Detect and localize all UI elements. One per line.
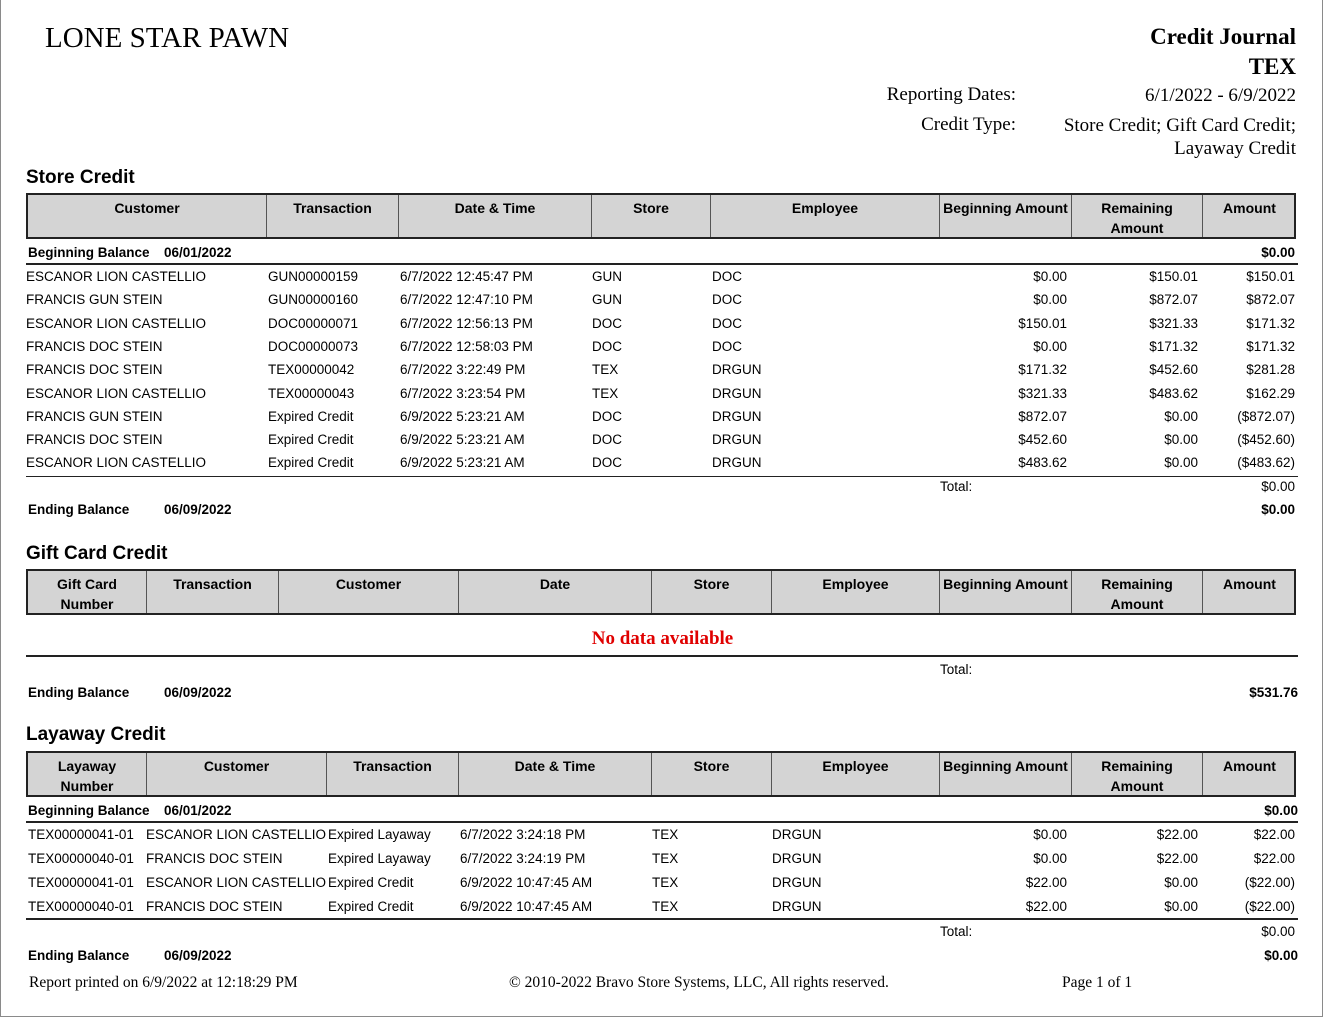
- cell-beginning-amount: $0.00: [1033, 827, 1067, 842]
- cell-transaction: TEX00000042: [268, 362, 355, 378]
- col-remaining-amount: [1071, 571, 1202, 613]
- cell-beginning-amount: $171.32: [1018, 362, 1067, 378]
- cell-amount: $171.32: [1246, 338, 1295, 354]
- beginning-balance-date: 06/01/2022: [164, 803, 232, 818]
- cell-layaway-number: TEX00000040-01: [28, 899, 134, 914]
- col-beginning-amount: Beginning Amount: [939, 195, 1071, 237]
- reporting-dates-value: 6/1/2022 - 6/9/2022: [1145, 85, 1296, 106]
- cell-transaction: Expired Credit: [268, 408, 354, 424]
- beginning-balance-label: Beginning Balance: [28, 803, 150, 818]
- store-credit-beginning-balance: [1, 241, 1323, 264]
- cell-store: TEX: [652, 827, 679, 842]
- col-gift-card-number: [28, 571, 146, 613]
- cell-employee: DOC: [712, 269, 742, 284]
- cell-datetime: 6/9/2022 10:47:45 AM: [460, 899, 593, 914]
- col-remaining-amount: [1071, 753, 1202, 795]
- table-row: [1, 823, 1323, 846]
- table-row: [1, 358, 1323, 381]
- layaway-ending-balance: [1, 944, 1323, 967]
- cell-employee: DRGUN: [712, 408, 762, 424]
- cell-beginning-amount: $22.00: [1025, 899, 1067, 914]
- cell-employee: DRGUN: [772, 899, 822, 914]
- cell-customer: ESCANOR LION CASTELLIO: [146, 875, 327, 890]
- cell-employee: DRGUN: [712, 432, 762, 448]
- cell-transaction: GUN00000160: [268, 292, 359, 308]
- table-row: [1, 405, 1323, 428]
- table-row: [1, 871, 1323, 894]
- footer-printed: Report printed on 6/9/2022 at 12:18:29 PM: [29, 974, 298, 991]
- table-row: [1, 312, 1323, 335]
- cell-remaining-amount: $483.62: [1149, 385, 1198, 401]
- col-store: Store: [591, 195, 710, 237]
- cell-remaining-amount: $0.00: [1164, 875, 1198, 890]
- col-layaway-number: [28, 753, 146, 795]
- cell-amount: $150.01: [1246, 269, 1295, 284]
- cell-transaction: Expired Credit: [268, 432, 354, 448]
- cell-store: GUN: [592, 269, 622, 284]
- cell-customer: ESCANOR LION CASTELLIO: [26, 455, 207, 471]
- col-store: Store: [651, 571, 771, 613]
- cell-beginning-amount: $872.07: [1018, 408, 1067, 424]
- store-credit-title: Store Credit: [26, 167, 135, 188]
- cell-datetime: 6/9/2022 5:23:21 AM: [400, 408, 525, 424]
- credit-type-line2: Layaway Credit: [1174, 138, 1296, 159]
- col-amount: Amount: [1202, 753, 1296, 795]
- beginning-balance-amount: $0.00: [1261, 245, 1295, 260]
- col-customer: Customer: [278, 571, 458, 613]
- col-transaction: Transaction: [266, 195, 398, 237]
- divider: [26, 655, 1298, 657]
- gift-card-table-header: [26, 569, 1296, 615]
- cell-remaining-amount: $452.60: [1149, 362, 1198, 378]
- cell-store: TEX: [652, 851, 679, 866]
- total-label: Total:: [940, 924, 973, 939]
- col-employee: Employee: [710, 195, 939, 237]
- cell-store: TEX: [652, 899, 679, 914]
- layaway-table-header: [26, 751, 1296, 797]
- table-row: [1, 895, 1323, 918]
- cell-amount: $281.28: [1246, 362, 1295, 378]
- cell-layaway-number: TEX00000040-01: [28, 851, 134, 866]
- cell-customer: FRANCIS GUN STEIN: [26, 408, 163, 424]
- col-remaining-line1: Remaining: [1101, 200, 1173, 216]
- ending-balance-amount: $0.00: [1264, 948, 1298, 963]
- cell-employee: DRGUN: [712, 385, 762, 401]
- ending-balance-date: 06/09/2022: [164, 502, 232, 517]
- table-row: [1, 288, 1323, 311]
- cell-amount: $872.07: [1246, 292, 1295, 308]
- col-gift-card-line1: Gift Card: [57, 576, 117, 592]
- cell-beginning-amount: $0.00: [1033, 338, 1067, 354]
- total-amount: $0.00: [1261, 924, 1295, 939]
- col-amount: Amount: [1202, 195, 1296, 237]
- col-remaining-line1: Remaining: [1101, 758, 1173, 774]
- cell-transaction: TEX00000043: [268, 385, 355, 401]
- cell-beginning-amount: $150.01: [1018, 315, 1067, 331]
- col-gift-card-line2: Number: [60, 596, 114, 612]
- company-name: LONE STAR PAWN: [45, 22, 290, 54]
- cell-amount: ($483.62): [1237, 455, 1295, 471]
- cell-store: DOC: [592, 455, 622, 471]
- cell-remaining-amount: $872.07: [1149, 292, 1198, 308]
- cell-remaining-amount: $321.33: [1149, 315, 1198, 331]
- col-remaining-amount: [1071, 195, 1202, 237]
- layaway-credit-title: Layaway Credit: [26, 724, 166, 745]
- cell-amount: ($22.00): [1244, 875, 1295, 890]
- cell-layaway-number: TEX00000041-01: [28, 827, 134, 842]
- cell-employee: DOC: [712, 338, 742, 354]
- col-employee: Employee: [771, 571, 939, 613]
- cell-remaining-amount: $22.00: [1156, 851, 1198, 866]
- cell-store: DOC: [592, 408, 622, 424]
- cell-employee: DRGUN: [772, 851, 822, 866]
- cell-customer: FRANCIS DOC STEIN: [146, 851, 283, 866]
- layaway-beginning-balance: [1, 799, 1323, 822]
- reporting-dates-label: Reporting Dates:: [886, 84, 1016, 105]
- table-row: [1, 335, 1323, 358]
- cell-employee: DRGUN: [712, 362, 762, 378]
- cell-datetime: 6/7/2022 12:56:13 PM: [400, 315, 533, 331]
- cell-amount: $162.29: [1246, 385, 1295, 401]
- cell-remaining-amount: $22.00: [1156, 827, 1198, 842]
- cell-transaction: Expired Credit: [328, 875, 414, 890]
- gift-card-ending-balance: [1, 681, 1323, 704]
- col-transaction: Transaction: [326, 753, 458, 795]
- cell-remaining-amount: $171.32: [1149, 338, 1198, 354]
- cell-remaining-amount: $0.00: [1164, 899, 1198, 914]
- cell-datetime: 6/7/2022 3:24:19 PM: [460, 851, 586, 866]
- cell-datetime: 6/7/2022 12:45:47 PM: [400, 269, 533, 284]
- cell-datetime: 6/9/2022 10:47:45 AM: [460, 875, 593, 890]
- col-remaining-line2: Amount: [1110, 220, 1164, 236]
- cell-beginning-amount: $483.62: [1018, 455, 1067, 471]
- store-credit-total-row: [1, 475, 1323, 498]
- col-layaway-line1: Layaway: [57, 758, 117, 774]
- ending-balance-label: Ending Balance: [28, 502, 130, 517]
- cell-customer: ESCANOR LION CASTELLIO: [146, 827, 327, 842]
- cell-beginning-amount: $321.33: [1018, 385, 1067, 401]
- cell-amount: $171.32: [1246, 315, 1295, 331]
- col-beginning-amount: Beginning Amount: [939, 753, 1071, 795]
- col-remaining-line2: Amount: [1110, 778, 1164, 794]
- gift-card-total-row: [1, 658, 1323, 681]
- ending-balance-amount: $531.76: [1249, 685, 1298, 700]
- cell-store: DOC: [592, 338, 622, 354]
- cell-beginning-amount: $22.00: [1025, 875, 1067, 890]
- ending-balance-label: Ending Balance: [28, 685, 130, 700]
- cell-store: GUN: [592, 292, 622, 308]
- cell-store: TEX: [592, 385, 619, 401]
- cell-remaining-amount: $150.01: [1149, 269, 1198, 284]
- cell-transaction: Expired Credit: [328, 899, 414, 914]
- beginning-balance-date: 06/01/2022: [164, 245, 232, 260]
- table-row: [1, 382, 1323, 405]
- cell-beginning-amount: $0.00: [1033, 851, 1067, 866]
- cell-employee: DRGUN: [712, 455, 762, 471]
- cell-customer: FRANCIS GUN STEIN: [26, 292, 163, 308]
- cell-amount: ($872.07): [1237, 408, 1295, 424]
- cell-store: DOC: [592, 432, 622, 448]
- col-layaway-line2: Number: [60, 778, 114, 794]
- col-date-time: Date & Time: [458, 753, 651, 795]
- cell-remaining-amount: $0.00: [1164, 455, 1198, 471]
- cell-datetime: 6/7/2022 3:24:18 PM: [460, 827, 586, 842]
- cell-datetime: 6/7/2022 12:58:03 PM: [400, 338, 533, 354]
- cell-datetime: 6/7/2022 3:23:54 PM: [400, 385, 526, 401]
- table-row: [1, 451, 1323, 474]
- cell-amount: ($22.00): [1244, 899, 1295, 914]
- total-amount: $0.00: [1261, 479, 1295, 494]
- cell-remaining-amount: $0.00: [1164, 432, 1198, 448]
- cell-customer: ESCANOR LION CASTELLIO: [26, 315, 207, 331]
- col-remaining-line2: Amount: [1110, 596, 1164, 612]
- col-amount: Amount: [1202, 571, 1296, 613]
- total-label: Total:: [940, 479, 973, 494]
- beginning-balance-label: Beginning Balance: [28, 245, 150, 260]
- col-date: Date: [458, 571, 651, 613]
- cell-customer: FRANCIS DOC STEIN: [26, 362, 163, 378]
- total-label: Total:: [940, 662, 973, 677]
- cell-employee: DRGUN: [772, 875, 822, 890]
- cell-customer: ESCANOR LION CASTELLIO: [26, 385, 207, 401]
- layaway-total-row: [1, 920, 1323, 943]
- footer-page-number: Page 1 of 1: [1062, 974, 1133, 991]
- cell-transaction: DOC00000073: [268, 338, 359, 354]
- cell-transaction: Expired Layaway: [328, 851, 431, 866]
- cell-amount: ($452.60): [1237, 432, 1295, 448]
- ending-balance-label: Ending Balance: [28, 948, 130, 963]
- cell-customer: ESCANOR LION CASTELLIO: [26, 269, 207, 284]
- cell-remaining-amount: $0.00: [1164, 408, 1198, 424]
- cell-beginning-amount: $452.60: [1018, 432, 1067, 448]
- cell-store: DOC: [592, 315, 622, 331]
- cell-transaction: Expired Layaway: [328, 827, 431, 842]
- cell-datetime: 6/7/2022 12:47:10 PM: [400, 292, 533, 308]
- cell-customer: FRANCIS DOC STEIN: [26, 432, 163, 448]
- cell-amount: $22.00: [1253, 827, 1295, 842]
- footer-copyright: © 2010-2022 Bravo Store Systems, LLC, All rights reserved.: [509, 974, 889, 991]
- cell-datetime: 6/9/2022 5:23:21 AM: [400, 432, 525, 448]
- ending-balance-date: 06/09/2022: [164, 685, 232, 700]
- table-row: [1, 847, 1323, 870]
- col-transaction: Transaction: [146, 571, 278, 613]
- store-credit-table-header: [26, 193, 1296, 239]
- cell-transaction: GUN00000159: [268, 269, 359, 284]
- gift-card-credit-title: Gift Card Credit: [26, 543, 168, 564]
- cell-transaction: Expired Credit: [268, 455, 354, 471]
- cell-customer: FRANCIS DOC STEIN: [26, 338, 163, 354]
- cell-layaway-number: TEX00000041-01: [28, 875, 134, 890]
- credit-type-label: Credit Type:: [921, 114, 1016, 135]
- cell-beginning-amount: $0.00: [1033, 269, 1067, 284]
- cell-employee: DOC: [712, 292, 742, 308]
- cell-employee: DRGUN: [772, 827, 822, 842]
- col-beginning-amount: Beginning Amount: [939, 571, 1071, 613]
- col-customer: Customer: [146, 753, 326, 795]
- col-date-time: Date & Time: [398, 195, 591, 237]
- col-store: Store: [651, 753, 771, 795]
- cell-customer: FRANCIS DOC STEIN: [146, 899, 283, 914]
- no-data-message: No data available: [591, 628, 734, 649]
- col-remaining-line1: Remaining: [1101, 576, 1173, 592]
- cell-transaction: DOC00000071: [268, 315, 359, 331]
- col-customer: Customer: [114, 200, 180, 216]
- ending-balance-date: 06/09/2022: [164, 948, 232, 963]
- cell-store: TEX: [592, 362, 619, 378]
- report-store-code: TEX: [1248, 54, 1296, 79]
- table-row: [1, 265, 1323, 288]
- credit-type-line1: Store Credit; Gift Card Credit;: [1063, 115, 1296, 136]
- report-title: Credit Journal: [1150, 24, 1296, 49]
- beginning-balance-amount: $0.00: [1264, 803, 1298, 818]
- cell-datetime: 6/7/2022 3:22:49 PM: [400, 362, 526, 378]
- table-row: [1, 428, 1323, 451]
- cell-datetime: 6/9/2022 5:23:21 AM: [400, 455, 525, 471]
- col-employee: Employee: [771, 753, 939, 795]
- cell-store: TEX: [652, 875, 679, 890]
- ending-balance-amount: $0.00: [1261, 502, 1295, 517]
- cell-employee: DOC: [712, 315, 742, 331]
- cell-beginning-amount: $0.00: [1033, 292, 1067, 308]
- store-credit-ending-balance: [1, 498, 1323, 521]
- cell-amount: $22.00: [1253, 851, 1295, 866]
